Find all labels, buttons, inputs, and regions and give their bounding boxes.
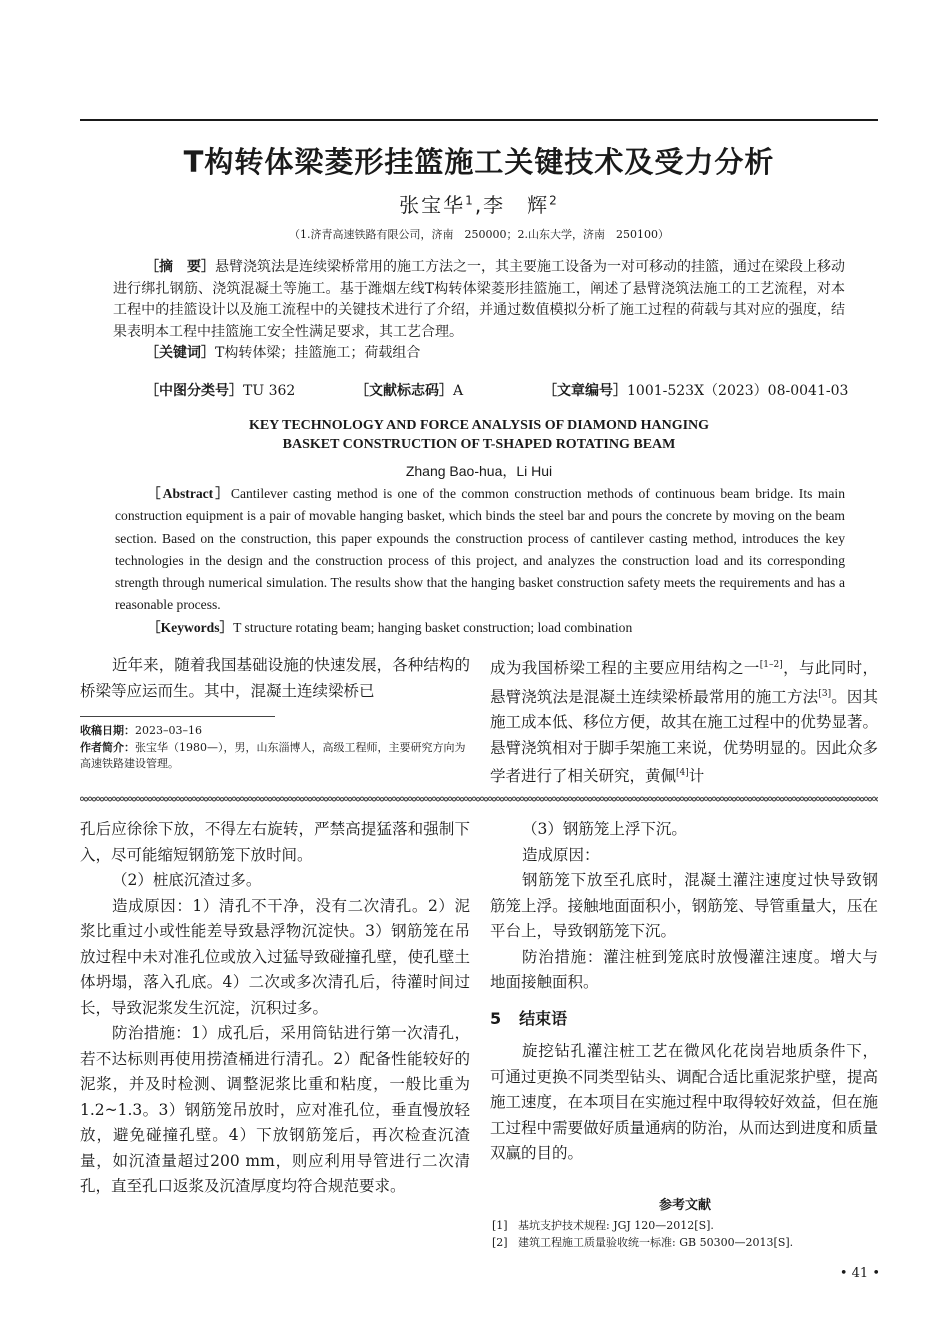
- intro-left-paragraph: 近年来，随着我国基础设施的快速发展，各种结构的桥梁等应运而生。其中，混凝土连续梁桥已: [80, 656, 470, 700]
- keywords-en: [115, 617, 845, 639]
- subsection-3-heading: （3）钢筋笼上浮下沉。: [522, 820, 687, 838]
- keywords-cn-text: T构转体梁；挂篮施工；荷载组合: [215, 345, 421, 361]
- conclusion-paragraph: 旋挖钻孔灌注桩工艺在微风化花岗岩地质条件下，可通过更换不同类型钻头、调配合适比重泥浆护壁，提高施工速度，在本项目在实施过程中取得较好效益，但在施工过程中需要做好质量通病的防治，从而达到进度和质量双赢的目的。: [490, 1042, 878, 1162]
- intro-right-paragraph: 成为我国桥梁工程的主要应用结构之一[1–2]，与此同时，悬臂浇筑法是混凝土连续梁桥最常用的施工方法[3]。因其施工成本低、移位方便，故其在施工过程中的优势显著。悬臂浇筑相对于脚手架施工来说，优势明显的。因此众多学者进行了相关研究，黄佩[4]计: [490, 659, 878, 786]
- page-break-wavy-line: [80, 793, 878, 805]
- section-5-heading: 5 结束语: [490, 1008, 568, 1028]
- keywords-en-text: T structure rotating beam; hanging basket construction; load combination: [233, 619, 633, 635]
- english-title-line-2: BASKET CONSTRUCTION OF T-SHAPED ROTATING BEAM: [282, 437, 676, 452]
- clc-field: ［中图分类号］TU 362: [145, 383, 296, 399]
- author-1: 张宝华: [399, 193, 466, 217]
- english-title: [80, 416, 878, 454]
- page-number: • 41 •: [839, 1266, 880, 1281]
- author-1-sup: 1: [465, 193, 475, 208]
- lower-right-column: [490, 817, 878, 1167]
- author-bio: 作者简介：张宝华（1980—），男，山东淄博人，高级工程师，主要研究方向为高速铁路建设管理。: [80, 740, 466, 770]
- reference-item: [1] 基坑支护技术规程: JGJ 120—2012[S].: [492, 1219, 714, 1232]
- abstract-cn-text: 悬臂浇筑法是连续梁桥常用的施工方法之一，其主要施工设备为一对可移动的挂篮，通过在梁段上移动进行绑扎钢筋、浇筑混凝土等施工。基于潍烟左线T构转体梁菱形挂篮施工，阐述了悬臂浇筑法施工的工艺流程，对本工程中的挂篮设计以及施工流程中的关键技术进行了介绍，并通过数值模拟分析了施工过程的荷载与其对应的强度，结果表明本工程中挂篮施工安全性满足要求，其工艺合理。: [113, 259, 845, 340]
- lower-right-p2: 防治措施：灌注桩到笼底时放慢灌注速度。增大与地面接触面积。: [490, 947, 878, 991]
- abstract-en-paragraph: [115, 483, 845, 617]
- intro-left-column: [80, 653, 470, 704]
- lower-left-column: [80, 817, 470, 1200]
- abstract-cn: [113, 257, 845, 365]
- article-number-field: ［文章编号］1001-523X（2023）08-0041-03: [543, 383, 849, 399]
- subsection-2-heading: （2）桩底沉渣过多。: [112, 871, 262, 889]
- author-2: 李 辉: [483, 193, 550, 217]
- lower-left-p1: 孔后应徐徐下放，不得左右旋转，严禁高提猛落和强制下入，尽可能缩短钢筋笼下放时间。: [80, 820, 470, 864]
- author-2-sup: 2: [549, 193, 559, 208]
- references-list: [492, 1217, 878, 1251]
- abstract-cn-paragraph: [113, 257, 845, 343]
- received-date: 收稿日期：2023–03–16: [80, 724, 202, 737]
- paper-title: T构转体梁菱形挂篮施工关键技术及受力分析: [183, 145, 775, 179]
- intro-right-column: [490, 653, 878, 790]
- author-line: [80, 189, 878, 218]
- abstract-en-text: Cantilever casting method is one of the common construction methods of continuous beam bridge. Its main construction equipment is a pair of movable hanging basket, which binds the steel bar and pours the concrete by moving on the beam section. Based on the construction, this paper expounds the construction process of cantilever casting method, introduces the key technologies in the design and the construction process of this project, and analyzes the construction load and its corresponding strength through numerical simulation. The results show that the hanging basket construction safety meets the requirements and has a reasonable process.: [115, 486, 845, 613]
- author-separator: ,: [474, 193, 484, 217]
- lower-left-p3: 防治措施：1）成孔后，采用筒钻进行第一次清孔，若不达标则再使用捞渣桶进行清孔。2）配备性能较好的泥浆，并及时检测、调整泥浆比重和粘度，一般比重为1.2~1.3。3）钢筋笼吊放时，应对准孔位，垂直慢放轻放，避免碰撞孔壁。4）下放钢筋笼后，再次检查沉渣量，如沉渣量超过200 mm，则应利用导管进行二次清孔，直至孔口返浆及沉渣厚度均符合规范要求。: [80, 1024, 470, 1195]
- abstract-en-label: ［Abstract］: [147, 486, 231, 501]
- references-heading: 参考文献: [658, 1198, 711, 1213]
- top-rule: [80, 119, 878, 121]
- keywords-cn: [113, 343, 845, 365]
- lower-left-p2: 造成原因：1）清孔不干净，没有二次清孔。2）泥浆比重过小或性能差导致悬浮物沉淀快。3）钢筋笼在吊放过程中未对准孔位或放入过猛导致碰撞孔壁，使孔壁土体坍塌，落入孔底。4）二次或多次清孔后，待灌时间过长，导致泥浆发生沉淀，沉积过多。: [80, 896, 470, 1017]
- keywords-en-label: ［Keywords］: [147, 619, 234, 635]
- citation-3: [3]: [818, 688, 832, 699]
- doc-code-field: ［文献标志码］A: [355, 383, 464, 399]
- english-title-line-1: KEY TECHNOLOGY AND FORCE ANALYSIS OF DIAMOND HANGING: [248, 418, 710, 433]
- reference-item: [2] 建筑工程施工质量验收统一标准: GB 50300—2013[S].: [492, 1236, 794, 1249]
- english-authors: Zhang Bao-hua，Li Hui: [405, 463, 553, 479]
- citation-1-2: [1–2]: [759, 660, 783, 670]
- cause-label: 造成原因：: [522, 845, 600, 864]
- abstract-en: [115, 483, 845, 639]
- affiliation: （1.济青高速铁路有限公司，济南 250000；2.山东大学，济南 250100）: [289, 228, 669, 241]
- keywords-cn-label: ［关键词］: [145, 345, 215, 361]
- footnote: [80, 723, 470, 773]
- abstract-cn-label: ［摘 要］: [145, 259, 215, 275]
- lower-right-p1: 钢筋笼下放至孔底时，混凝土灌注速度过快导致钢筋笼上浮。接触地面面积小，钢筋笼、导管重量大，压在平台上，导致钢筋笼下沉。: [490, 871, 878, 940]
- footnote-rule: [80, 716, 275, 717]
- citation-4: [4]: [676, 768, 689, 779]
